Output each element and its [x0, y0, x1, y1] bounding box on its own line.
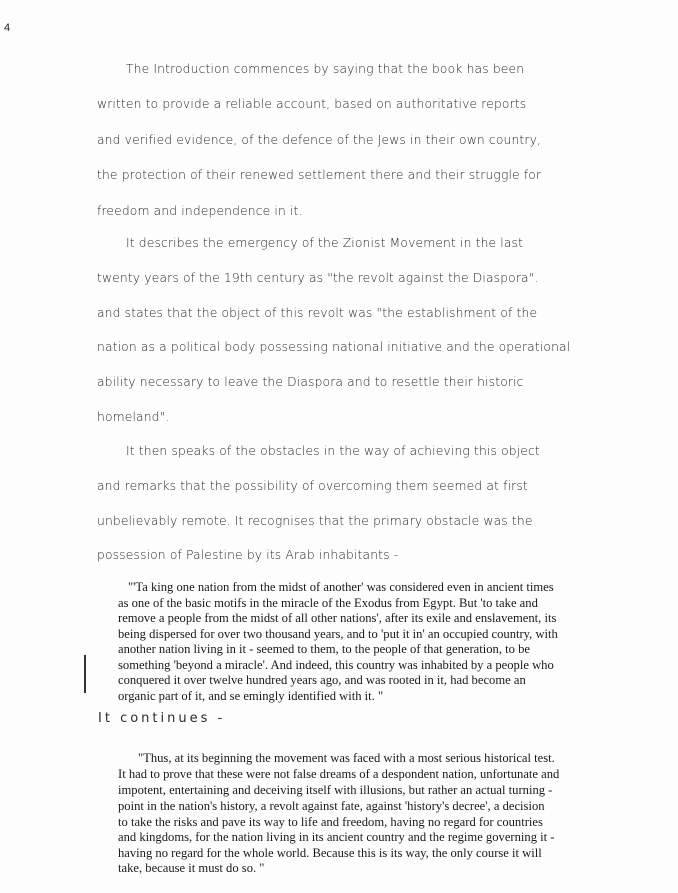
paragraph-2-line: ability necessary to leave the Diaspora and to resettle their historic	[97, 375, 524, 389]
paragraph-3-line: possession of Palestine by its Arab inhabitants -	[97, 548, 399, 562]
quote-2-line: having no regard for the whole world. Because this is its way, the only course it will	[118, 846, 542, 860]
quote-1-line: organic part of it, and se emingly identified with it. "	[118, 689, 384, 703]
quote-2-line: to take the risks and pave its way to life and freedom, having no regard for countries	[118, 815, 543, 829]
quote-2-line: and kingdoms, for the nation living in its ancient country and the regime governing it -	[118, 830, 555, 844]
paragraph-2-line: nation as a political body possessing national initiative and the operational	[97, 340, 571, 354]
margin-mark	[84, 655, 86, 693]
quote-2-line: "Thus, at its beginning the movement was faced with a most serious historical test.	[138, 751, 555, 765]
paragraph-2-line: It describes the emergency of the Zionist Movement in the last	[126, 236, 524, 250]
quote-1-line: as one of the basic motifs in the miracle of the Exodus from Egypt. But 'to take and	[118, 596, 538, 610]
quote-1-line: something 'beyond a miracle'. And indeed, this country was inhabited by a people who	[118, 658, 554, 672]
paragraph-1-line: the protection of their renewed settlement there and their struggle for	[97, 168, 542, 182]
quote-1-line: "'Ta king one nation from the midst of another' was considered even in ancient times	[128, 580, 554, 594]
paragraph-1-line: The Introduction commences by saying that the book has been	[126, 62, 525, 76]
quote-1-line: remove a people from the midst of all other nations', after its exile and enslavement, its	[118, 611, 557, 625]
paragraph-2-line: twenty years of the 19th century as "the revolt against the Diaspora".	[97, 271, 539, 285]
quote-1-line: another nation living in it - seemed to them, to the people of that generation, to be	[118, 642, 530, 656]
quote-2-line: point in the nation's history, a revolt against fate, against 'history's decree', a decision	[118, 799, 545, 813]
paragraph-1-line: freedom and independence in it.	[97, 204, 303, 218]
quote-1-line: being dispersed for over two thousand years, and to 'put it in' an occupied country, with	[118, 627, 558, 641]
quote-2-line: impotent, entertaining and deceiving itself with illusions, but rather an actual turning -	[118, 783, 553, 797]
page-number: 4	[4, 22, 11, 34]
paragraph-3-line: unbelievably remote. It recognises that the primary obstacle was the	[97, 514, 533, 528]
paragraph-1-line: and verified evidence, of the defence of the Jews in their own country,	[97, 133, 542, 147]
quote-1-line: conquered it over twelve hundred years ago, and was rooted in it, had become an	[118, 673, 526, 687]
it-continues-heading: It continues -	[98, 711, 226, 726]
paragraph-2-line: and states that the object of this revolt was "the establishment of the	[97, 306, 538, 320]
paragraph-2-line: homeland".	[97, 410, 170, 424]
paragraph-3-line: It then speaks of the obstacles in the way of achieving this object	[126, 444, 540, 458]
quote-2-line: It had to prove that these were not false dreams of a despondent nation, unfortunate and	[118, 767, 560, 781]
paragraph-1-line: written to provide a reliable account, based on authoritative reports	[97, 97, 527, 111]
paragraph-3-line: and remarks that the possibility of overcoming them seemed at first	[97, 479, 528, 493]
quote-2-line: take, because it must do so. "	[118, 861, 265, 875]
